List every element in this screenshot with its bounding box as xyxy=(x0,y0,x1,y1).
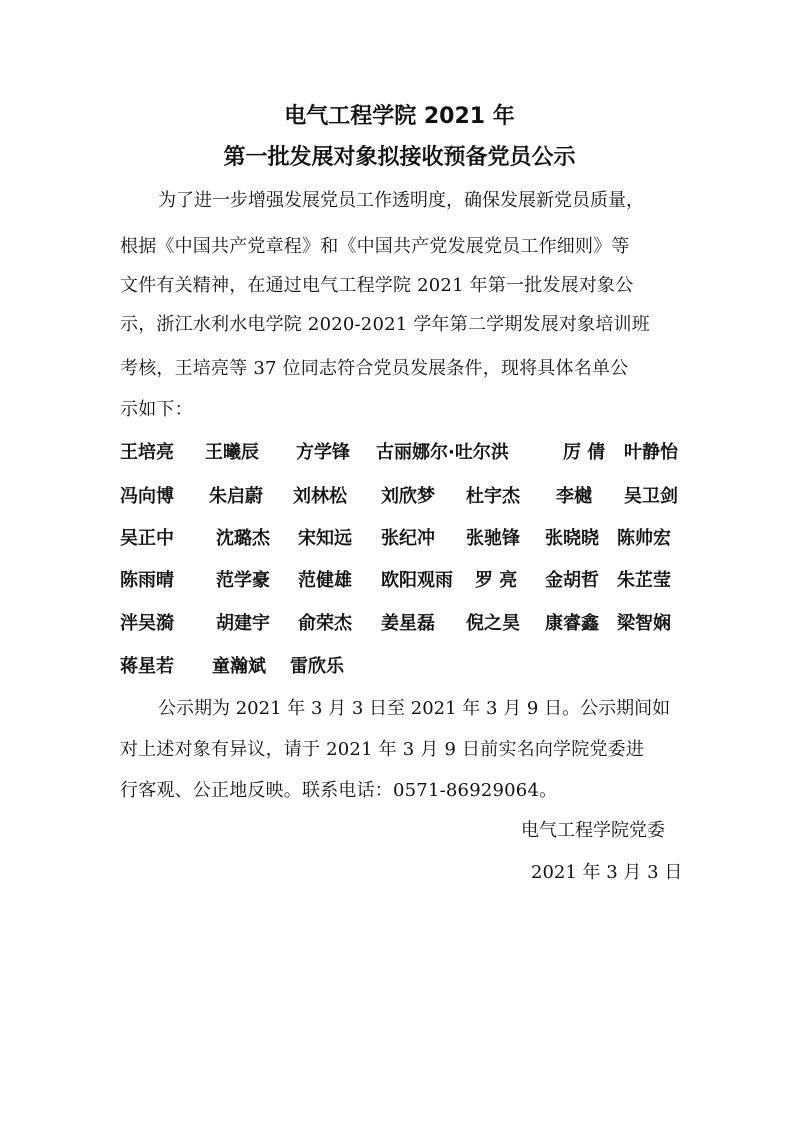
name-list-item: 朱芷莹 xyxy=(617,570,671,591)
notice-line-2: 对上述对象有异议，请于 2021 年 3 月 9 日前实名向学院党委进 xyxy=(120,739,645,760)
name-list-item: 方学锋 xyxy=(296,442,350,463)
name-list-item: 杜宇杰 xyxy=(466,486,520,507)
name-list-item: 王曦辰 xyxy=(205,442,259,463)
name-list-item: 陈帅宏 xyxy=(617,528,671,549)
name-list-item: 姜星磊 xyxy=(381,613,435,634)
name-list-item: 刘欣梦 xyxy=(381,486,435,507)
name-list-item: 胡建宇 xyxy=(216,613,270,634)
title-line-1: 电气工程学院 2021 年 xyxy=(284,104,515,129)
name-list-item: 王培亮 xyxy=(120,442,174,463)
intro-line-2: 根据《中国共产党章程》和《中国共产党发展党员工作细则》等 xyxy=(120,236,630,257)
name-list-item: 童瀚斌 xyxy=(212,656,266,677)
name-list-item: 欧阳观雨 xyxy=(381,570,453,591)
name-list-item: 叶静怡 xyxy=(624,442,678,463)
intro-line-3: 文件有关精神，在通过电气工程学院 2021 年第一批发展对象公 xyxy=(120,275,634,296)
name-list-item: 宋知远 xyxy=(298,528,352,549)
name-list-item: 张纪冲 xyxy=(381,528,435,549)
name-list-item: 范健雄 xyxy=(298,570,352,591)
name-list-item: 蒋星若 xyxy=(120,656,174,677)
intro-line-5: 考核，王培亮等 37 位同志符合党员发展条件，现将具体名单公 xyxy=(120,358,629,379)
name-list-item: 范学豪 xyxy=(216,570,270,591)
name-list-item: 张驰锋 xyxy=(466,528,520,549)
name-list-item: 梁智娴 xyxy=(617,613,671,634)
intro-line-6: 示如下： xyxy=(120,399,193,420)
signature-date: 2021 年 3 月 3 日 xyxy=(531,862,683,883)
name-list-item: 古丽娜尔·吐尔洪 xyxy=(376,442,509,463)
notice-line-1: 公示期为 2021 年 3 月 3 日至 2021 年 3 月 9 日。公示期间如 xyxy=(158,698,671,719)
name-list-item: 俞荣杰 xyxy=(298,613,352,634)
name-list-item: 张晓晓 xyxy=(545,528,599,549)
name-list-item: 刘林松 xyxy=(293,486,347,507)
signature-org: 电气工程学院党委 xyxy=(521,820,665,841)
intro-line-1: 为了进一步增强发展党员工作透明度，确保发展新党员质量， xyxy=(158,190,644,211)
name-list-item: 沈璐杰 xyxy=(216,528,270,549)
name-list-item: 康睿鑫 xyxy=(545,613,599,634)
name-list-item: 吴正中 xyxy=(120,528,174,549)
name-list-item: 雷欣乐 xyxy=(290,656,344,677)
name-list-item: 朱启蔚 xyxy=(209,486,263,507)
notice-line-3: 行客观、公正地反映。联系电话：0571-86929064。 xyxy=(120,780,558,801)
name-list-item: 李樾 xyxy=(556,486,592,507)
name-list-item: 倪之昊 xyxy=(466,613,520,634)
intro-line-4: 示，浙江水利水电学院 2020-2021 学年第二学期发展对象培训班 xyxy=(120,314,650,335)
name-list-item: 金胡哲 xyxy=(545,570,599,591)
title-line-2: 第一批发展对象拟接收预备党员公示 xyxy=(223,145,576,170)
name-list-item: 冯向博 xyxy=(120,486,174,507)
name-list-item: 罗 亮 xyxy=(475,570,518,591)
name-list-item: 陈雨晴 xyxy=(120,570,174,591)
name-list-item: 吴卫剑 xyxy=(624,486,678,507)
name-list-item: 泮吴漪 xyxy=(120,613,174,634)
name-list-item: 厉 倩 xyxy=(563,442,606,463)
